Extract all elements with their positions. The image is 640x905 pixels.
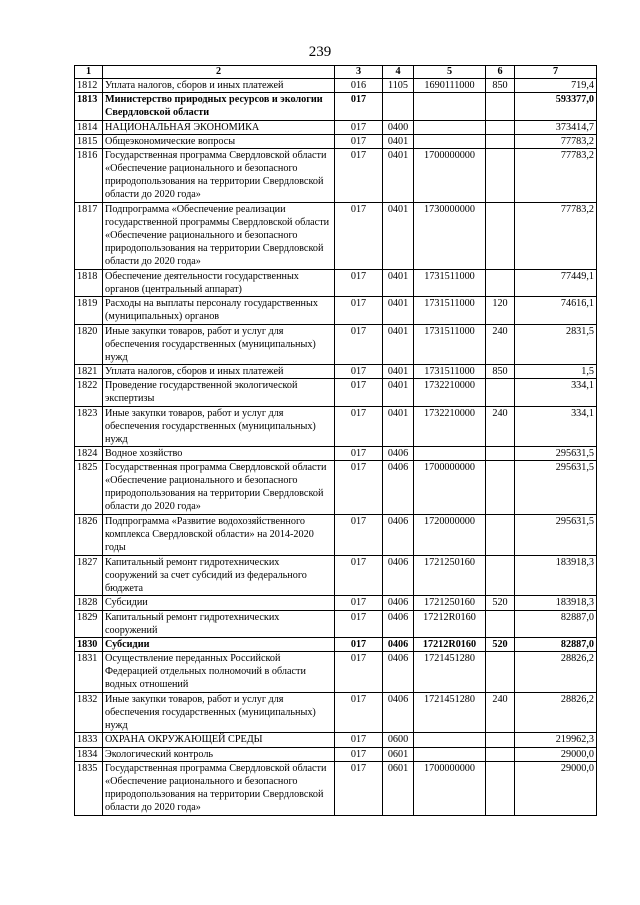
table-row — [75, 120, 597, 134]
table-row — [75, 297, 597, 324]
row-name: Уплата налогов, сборов и иных платежей — [103, 365, 335, 379]
row-code-3: 016 — [335, 79, 383, 93]
row-code-6: 120 — [486, 297, 515, 324]
row-code-6 — [486, 515, 515, 556]
row-code-3: 017 — [335, 297, 383, 324]
column-header: 1 — [75, 66, 103, 79]
table-row — [75, 79, 597, 93]
row-number: 1813 — [75, 93, 103, 120]
row-code-6: 520 — [486, 638, 515, 652]
row-code-3: 017 — [335, 202, 383, 269]
row-code-6 — [486, 148, 515, 202]
row-amount: 29000,0 — [515, 747, 597, 761]
row-name: Проведение государственной экологической экспертизы — [103, 379, 335, 406]
row-code-4: 0406 — [383, 652, 414, 693]
row-code-5: 1731511000 — [414, 365, 486, 379]
row-code-4: 1105 — [383, 79, 414, 93]
row-code-6 — [486, 747, 515, 761]
row-code-4: 0401 — [383, 202, 414, 269]
row-code-3: 017 — [335, 515, 383, 556]
row-code-3: 017 — [335, 652, 383, 693]
row-code-4: 0401 — [383, 269, 414, 296]
row-code-3: 017 — [335, 747, 383, 761]
row-amount: 295631,5 — [515, 515, 597, 556]
table-row — [75, 148, 597, 202]
row-name: Капитальный ремонт гидротехнических сооружений за счет субсидий из федерального бюджета — [103, 555, 335, 596]
row-name: Подпрограмма «Развитие водохозяйственного комплекса Свердловской области» на 2014-2020 годы — [103, 515, 335, 556]
table-header-row — [75, 66, 597, 79]
row-number: 1814 — [75, 120, 103, 134]
row-code-6 — [486, 461, 515, 515]
table-row — [75, 134, 597, 148]
row-name: Субсидии — [103, 638, 335, 652]
row-amount: 183918,3 — [515, 596, 597, 610]
row-code-5: 1732210000 — [414, 406, 486, 447]
row-code-3: 017 — [335, 638, 383, 652]
row-name: Общеэкономические вопросы — [103, 134, 335, 148]
row-code-6 — [486, 120, 515, 134]
row-number: 1815 — [75, 134, 103, 148]
row-amount: 719,4 — [515, 79, 597, 93]
row-name: Капитальный ремонт гидротехнических сооружений — [103, 610, 335, 637]
row-code-5: 1721451280 — [414, 652, 486, 693]
row-code-5: 1721250160 — [414, 555, 486, 596]
row-amount: 295631,5 — [515, 447, 597, 461]
row-amount: 183918,3 — [515, 555, 597, 596]
row-name: Иные закупки товаров, работ и услуг для обеспечения государственных (муниципальных) нужд — [103, 324, 335, 365]
row-code-4: 0600 — [383, 733, 414, 747]
row-code-4: 0406 — [383, 692, 414, 733]
row-number: 1829 — [75, 610, 103, 637]
row-amount: 593377,0 — [515, 93, 597, 120]
row-number: 1834 — [75, 747, 103, 761]
row-code-5: 1690111000 — [414, 79, 486, 93]
row-number: 1831 — [75, 652, 103, 693]
row-number: 1816 — [75, 148, 103, 202]
row-code-3: 017 — [335, 134, 383, 148]
row-code-6: 850 — [486, 365, 515, 379]
budget-table — [74, 65, 597, 816]
row-code-6 — [486, 761, 515, 815]
row-code-3: 017 — [335, 120, 383, 134]
row-amount: 29000,0 — [515, 761, 597, 815]
row-number: 1830 — [75, 638, 103, 652]
row-code-5: 1700000000 — [414, 461, 486, 515]
row-code-3: 017 — [335, 379, 383, 406]
table-row — [75, 761, 597, 815]
row-number: 1833 — [75, 733, 103, 747]
row-code-4: 0406 — [383, 638, 414, 652]
row-code-6 — [486, 269, 515, 296]
table-row — [75, 379, 597, 406]
row-code-6: 850 — [486, 79, 515, 93]
row-number: 1832 — [75, 692, 103, 733]
table-row — [75, 733, 597, 747]
row-code-3: 017 — [335, 596, 383, 610]
row-name: Субсидии — [103, 596, 335, 610]
row-number: 1819 — [75, 297, 103, 324]
row-code-5 — [414, 120, 486, 134]
row-amount: 82887,0 — [515, 638, 597, 652]
row-name: Иные закупки товаров, работ и услуг для обеспечения государственных (муниципальных) нужд — [103, 692, 335, 733]
row-name: Расходы на выплаты персоналу государственных (муниципальных) органов — [103, 297, 335, 324]
row-code-4: 0400 — [383, 120, 414, 134]
row-code-3: 017 — [335, 610, 383, 637]
row-code-4: 0601 — [383, 747, 414, 761]
row-name: Иные закупки товаров, работ и услуг для обеспечения государственных (муниципальных) нужд — [103, 406, 335, 447]
row-code-5: 17212R0160 — [414, 638, 486, 652]
row-number: 1827 — [75, 555, 103, 596]
row-code-6 — [486, 555, 515, 596]
column-header: 5 — [414, 66, 486, 79]
row-name: Государственная программа Свердловской области «Обеспечение рационального и безопасного природопользования на территории Свердловской области до 2020 года» — [103, 461, 335, 515]
row-code-3: 017 — [335, 269, 383, 296]
row-name: ОХРАНА ОКРУЖАЮЩЕЙ СРЕДЫ — [103, 733, 335, 747]
row-code-4: 0406 — [383, 555, 414, 596]
row-code-5 — [414, 733, 486, 747]
row-code-4: 0406 — [383, 515, 414, 556]
row-name: Министерство природных ресурсов и экологии Свердловской области — [103, 93, 335, 120]
row-number: 1817 — [75, 202, 103, 269]
column-header: 2 — [103, 66, 335, 79]
row-name: Обеспечение деятельности государственных органов (центральный аппарат) — [103, 269, 335, 296]
row-number: 1835 — [75, 761, 103, 815]
column-header: 3 — [335, 66, 383, 79]
row-amount: 28826,2 — [515, 652, 597, 693]
row-number: 1825 — [75, 461, 103, 515]
row-code-5: 1700000000 — [414, 761, 486, 815]
table-row — [75, 93, 597, 120]
row-amount: 373414,7 — [515, 120, 597, 134]
row-number: 1818 — [75, 269, 103, 296]
row-name: Подпрограмма «Обеспечение реализации государственной программы Свердловской области «Обеспечение рационального и безопасного природопользования на территории Свердловской области до 2020 года» — [103, 202, 335, 269]
row-code-5: 17212R0160 — [414, 610, 486, 637]
row-code-6: 240 — [486, 692, 515, 733]
row-amount: 1,5 — [515, 365, 597, 379]
row-code-6 — [486, 379, 515, 406]
row-name: Государственная программа Свердловской области «Обеспечение рационального и безопасного природопользования на территории Свердловской области до 2020 года» — [103, 148, 335, 202]
row-amount: 77783,2 — [515, 134, 597, 148]
column-header: 6 — [486, 66, 515, 79]
row-amount: 82887,0 — [515, 610, 597, 637]
row-code-5: 1732210000 — [414, 379, 486, 406]
row-amount: 334,1 — [515, 406, 597, 447]
table-row — [75, 324, 597, 365]
row-code-4: 0401 — [383, 134, 414, 148]
column-header: 7 — [515, 66, 597, 79]
table-row — [75, 555, 597, 596]
table-row — [75, 692, 597, 733]
row-code-3: 017 — [335, 733, 383, 747]
row-code-4: 0406 — [383, 596, 414, 610]
row-code-4: 0401 — [383, 148, 414, 202]
row-code-4: 0401 — [383, 324, 414, 365]
row-code-5: 1731511000 — [414, 297, 486, 324]
row-code-3: 017 — [335, 324, 383, 365]
row-code-5 — [414, 134, 486, 148]
row-amount: 77449,1 — [515, 269, 597, 296]
table-row — [75, 269, 597, 296]
column-header: 4 — [383, 66, 414, 79]
row-code-6 — [486, 202, 515, 269]
row-number: 1820 — [75, 324, 103, 365]
table-row — [75, 461, 597, 515]
row-code-3: 017 — [335, 148, 383, 202]
row-name: НАЦИОНАЛЬНАЯ ЭКОНОМИКА — [103, 120, 335, 134]
row-name: Государственная программа Свердловской области «Обеспечение рационального и безопасного природопользования на территории Свердловской области до 2020 года» — [103, 761, 335, 815]
row-code-3: 017 — [335, 447, 383, 461]
row-amount: 295631,5 — [515, 461, 597, 515]
row-code-6 — [486, 447, 515, 461]
row-name: Водное хозяйство — [103, 447, 335, 461]
row-code-5: 1731511000 — [414, 269, 486, 296]
row-code-4: 0401 — [383, 406, 414, 447]
table-row — [75, 365, 597, 379]
row-number: 1822 — [75, 379, 103, 406]
table-row — [75, 638, 597, 652]
row-number: 1826 — [75, 515, 103, 556]
row-code-4: 0401 — [383, 365, 414, 379]
row-code-4: 0401 — [383, 297, 414, 324]
row-code-6 — [486, 134, 515, 148]
table-row — [75, 406, 597, 447]
row-code-3: 017 — [335, 461, 383, 515]
row-code-4: 0401 — [383, 379, 414, 406]
row-code-5: 1721250160 — [414, 596, 486, 610]
table-row — [75, 447, 597, 461]
row-code-3: 017 — [335, 761, 383, 815]
row-amount: 334,1 — [515, 379, 597, 406]
row-number: 1823 — [75, 406, 103, 447]
row-code-3: 017 — [335, 406, 383, 447]
row-amount: 2831,5 — [515, 324, 597, 365]
table-row — [75, 747, 597, 761]
table-row — [75, 596, 597, 610]
row-code-6: 520 — [486, 596, 515, 610]
row-code-3: 017 — [335, 93, 383, 120]
row-name: Экологический контроль — [103, 747, 335, 761]
row-code-5 — [414, 93, 486, 120]
row-code-4: 0406 — [383, 447, 414, 461]
row-code-5 — [414, 447, 486, 461]
row-code-5: 1731511000 — [414, 324, 486, 365]
row-amount: 28826,2 — [515, 692, 597, 733]
row-code-6 — [486, 733, 515, 747]
row-code-5: 1721451280 — [414, 692, 486, 733]
row-code-6 — [486, 610, 515, 637]
row-code-3: 017 — [335, 555, 383, 596]
row-number: 1824 — [75, 447, 103, 461]
table-row — [75, 515, 597, 556]
row-amount: 219962,3 — [515, 733, 597, 747]
row-code-3: 017 — [335, 365, 383, 379]
row-amount: 77783,2 — [515, 148, 597, 202]
row-amount: 74616,1 — [515, 297, 597, 324]
row-name: Уплата налогов, сборов и иных платежей — [103, 79, 335, 93]
table-row — [75, 202, 597, 269]
row-code-6: 240 — [486, 406, 515, 447]
row-code-5: 1720000000 — [414, 515, 486, 556]
row-code-5 — [414, 747, 486, 761]
row-code-5: 1730000000 — [414, 202, 486, 269]
table-row — [75, 610, 597, 637]
row-code-4: 0406 — [383, 461, 414, 515]
table-body — [75, 79, 597, 816]
row-code-4: 0601 — [383, 761, 414, 815]
row-number: 1828 — [75, 596, 103, 610]
row-code-6 — [486, 93, 515, 120]
row-amount: 77783,2 — [515, 202, 597, 269]
row-code-6 — [486, 652, 515, 693]
row-code-4 — [383, 93, 414, 120]
row-code-4: 0406 — [383, 610, 414, 637]
page-number: 239 — [308, 44, 332, 60]
row-number: 1821 — [75, 365, 103, 379]
row-code-6: 240 — [486, 324, 515, 365]
row-number: 1812 — [75, 79, 103, 93]
table-row — [75, 652, 597, 693]
row-code-5: 1700000000 — [414, 148, 486, 202]
row-name: Осуществление переданных Российской Федерацией отдельных полномочий в области водных отношений — [103, 652, 335, 693]
row-code-3: 017 — [335, 692, 383, 733]
